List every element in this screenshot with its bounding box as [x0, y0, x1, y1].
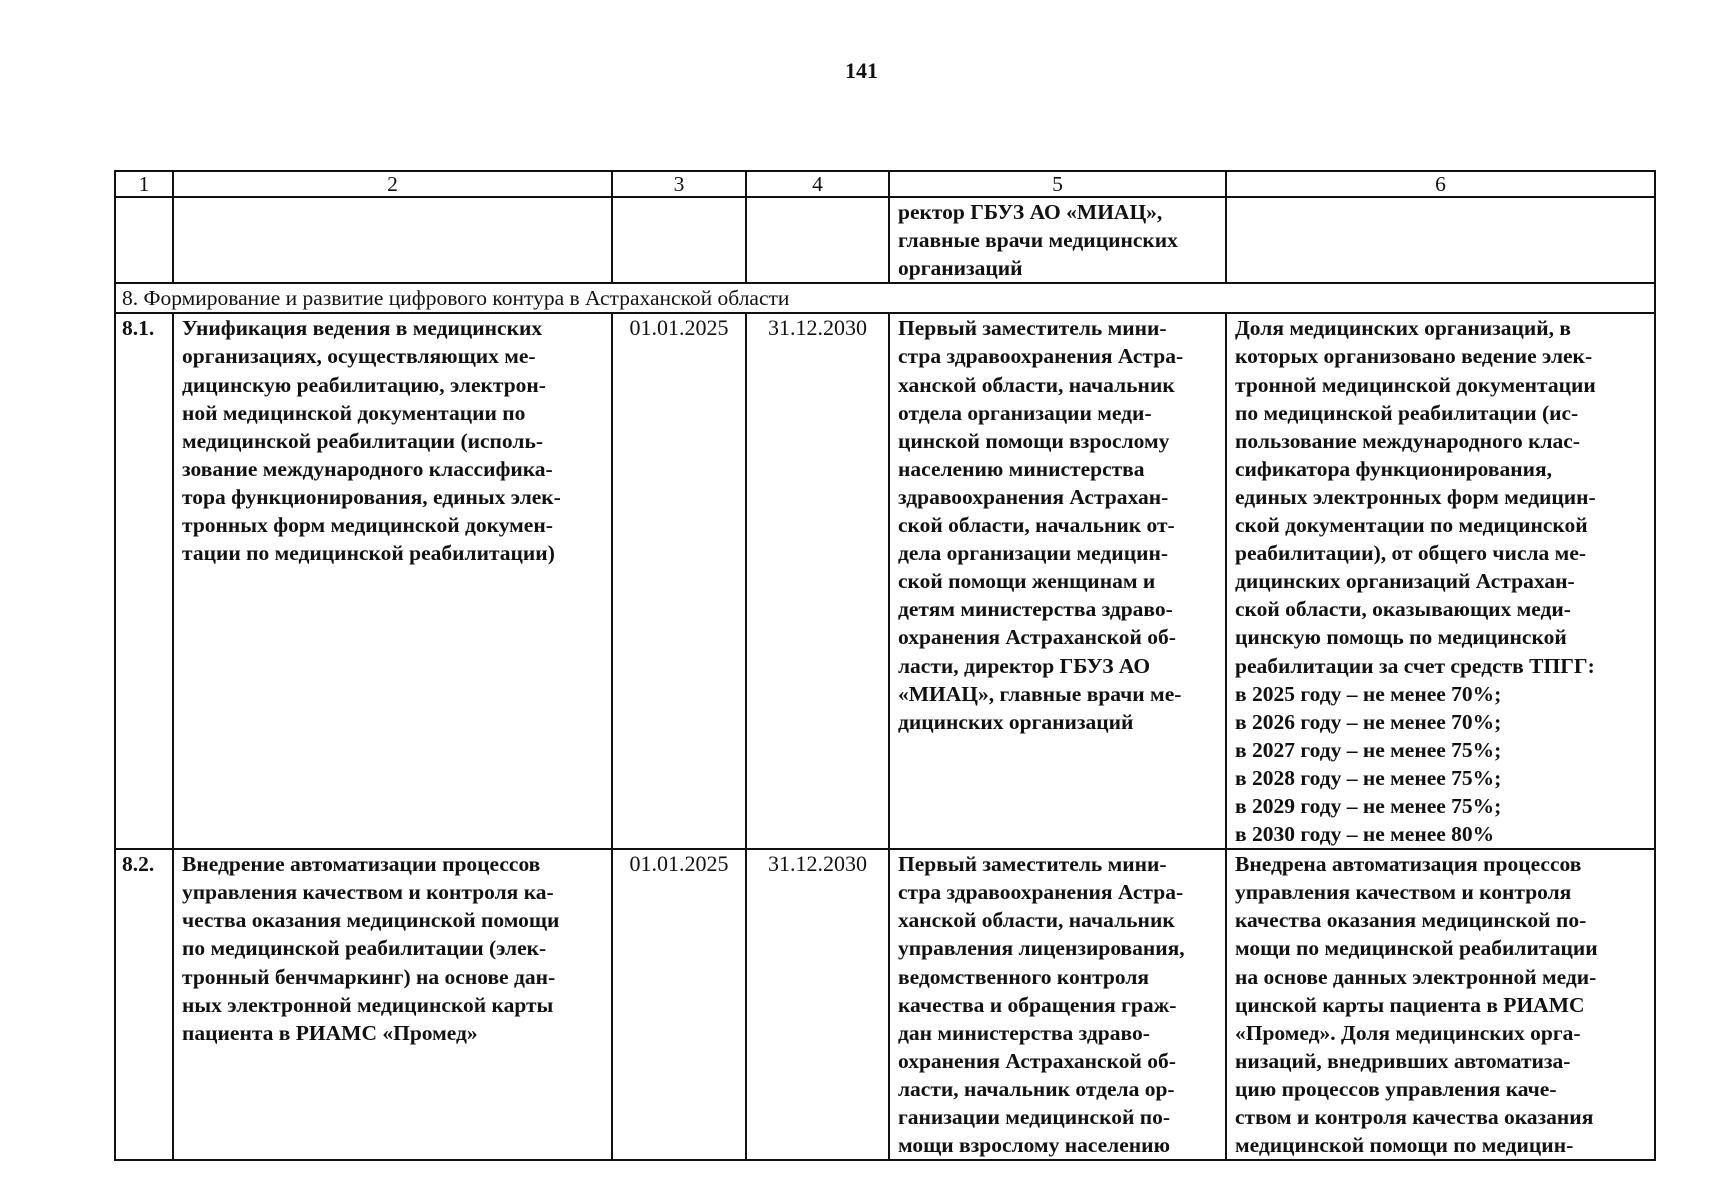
text-line: мощи взрослому населению	[898, 1133, 1170, 1158]
table-row	[115, 849, 1655, 1160]
text-line: цию процессов управления каче-	[1235, 1076, 1557, 1101]
text-line: в 2030 году – не менее 80%	[1235, 822, 1495, 847]
text-line: охранения Астраханской об-	[898, 1048, 1176, 1073]
text-line: тронный бенчмаркинг) на основе дан-	[182, 964, 556, 989]
column-number-3: 3	[612, 171, 746, 197]
text-line: ласти, начальник отдела ор-	[898, 1076, 1175, 1101]
text-line: ведомственного контроля	[898, 964, 1150, 989]
column-number-4: 4	[746, 171, 889, 197]
continuation-measure-cell	[173, 197, 612, 283]
text-line: в 2025 году – не менее 70%;	[1235, 681, 1502, 706]
text-line: детям министерства здраво-	[898, 597, 1173, 622]
text-line: низаций, внедривших автоматиза-	[1235, 1048, 1571, 1073]
text-line: управления качеством и контроля	[1235, 880, 1572, 905]
text-line: Доля медицинских организаций, в	[1235, 316, 1572, 341]
continuation-end-cell	[746, 197, 889, 283]
text-line: ных электронной медицинской карты	[182, 992, 554, 1017]
text-line: чества оказания медицинской помощи	[182, 908, 560, 933]
text-line: ганизации медицинской по-	[898, 1105, 1171, 1129]
text-line: единых электронных форм медицин-	[1235, 484, 1596, 509]
text-line: Внедрена автоматизация процессов	[1235, 852, 1582, 877]
text-line: «МИАЦ», главные врачи ме-	[898, 681, 1182, 706]
continuation-start-cell	[612, 197, 746, 283]
row-number: 8.2.	[115, 849, 173, 1160]
end-date: 31.12.2030	[746, 313, 889, 849]
text-line: цинской карты пациента в РИАМС	[1235, 992, 1585, 1017]
text-line: ной медицинской документации по	[182, 400, 526, 425]
text-line: мощи по медицинской реабилитации	[1235, 936, 1598, 961]
text-line: ством и контроля качества оказания	[1235, 1105, 1594, 1129]
text-line: ской помощи женщинам и	[898, 569, 1156, 594]
text-line: ласти, директор ГБУЗ АО	[898, 653, 1151, 678]
text-line: ской документации по медицинской	[1235, 513, 1588, 538]
end-date: 31.12.2030	[746, 849, 889, 1160]
text-line: главные врачи медицинских	[898, 228, 1178, 253]
result-cell	[1226, 849, 1655, 1160]
text-line: населению министерства	[898, 456, 1145, 481]
text-line: тронных форм медицинской докумен-	[182, 513, 553, 538]
text-line: Первый заместитель мини-	[898, 852, 1167, 877]
text-line: в 2028 году – не менее 75%;	[1235, 765, 1502, 790]
plan-table	[114, 170, 1656, 1161]
text-line: качества и обращения граж-	[898, 992, 1177, 1017]
text-line: охранения Астраханской об-	[898, 625, 1176, 650]
continuation-responsible-cell	[889, 197, 1226, 283]
text-line: тации по медицинской реабилитации)	[182, 541, 555, 566]
responsible-cell	[889, 313, 1226, 849]
text-line: Первый заместитель мини-	[898, 316, 1167, 341]
text-line: тронной медицинской документации	[1235, 372, 1596, 397]
measure-cell	[173, 849, 612, 1160]
table-row	[115, 313, 1655, 849]
text-line: «Промед». Доля медицинских орга-	[1235, 1020, 1581, 1045]
text-line: в 2026 году – не менее 70%;	[1235, 709, 1502, 734]
text-line: реабилитации), от общего числа ме-	[1235, 541, 1587, 566]
text-line: ханской области, начальник	[898, 908, 1175, 933]
continuation-row	[115, 197, 1655, 283]
text-line: пациента в РИАМС «Промед»	[182, 1020, 478, 1045]
text-line: стра здравоохранения Астра-	[898, 880, 1184, 905]
text-line: ректор ГБУЗ АО «МИАЦ»,	[898, 200, 1163, 224]
text-line: цинской помощи взрослому	[898, 428, 1170, 453]
text-line: медицинской помощи по медицин-	[1235, 1133, 1574, 1158]
section-title: 8. Формирование и развитие цифрового контура в Астраханской области	[115, 283, 1655, 313]
text-line: зование международного классифика-	[182, 456, 553, 481]
column-number-5: 5	[889, 171, 1226, 197]
text-line: по медицинской реабилитации (элек-	[182, 936, 547, 961]
text-line: в 2027 году – не менее 75%;	[1235, 737, 1502, 762]
responsible-cell	[889, 849, 1226, 1160]
start-date: 01.01.2025	[612, 313, 746, 849]
text-line: пользование международного клас-	[1235, 428, 1580, 453]
text-line: дела организации медицин-	[898, 541, 1169, 566]
start-date: 01.01.2025	[612, 849, 746, 1160]
column-number-2: 2	[173, 171, 612, 197]
text-line: по медицинской реабилитации (ис-	[1235, 400, 1579, 425]
text-line: ской области, оказывающих меди-	[1235, 597, 1571, 622]
text-line: в 2029 году – не менее 75%;	[1235, 793, 1502, 818]
text-line: Внедрение автоматизации процессов	[182, 852, 541, 877]
text-line: ханской области, начальник	[898, 372, 1175, 397]
text-line: дицинских организаций Астрахан-	[1235, 569, 1575, 594]
text-line: управления лицензирования,	[898, 936, 1185, 961]
section-row	[115, 283, 1655, 313]
text-line: реабилитации за счет средств ТПГГ:	[1235, 653, 1595, 678]
text-line: дицинских организаций	[898, 709, 1134, 734]
page-number: 141	[845, 58, 878, 83]
text-line: управления качеством и контроля ка-	[182, 880, 554, 905]
column-number-row	[115, 171, 1655, 197]
continuation-result-cell	[1226, 197, 1655, 283]
row-number: 8.1.	[115, 313, 173, 849]
column-number-1: 1	[115, 171, 173, 197]
text-line: качества оказания медицинской по-	[1235, 908, 1587, 933]
text-line: организациях, осуществляющих ме-	[182, 344, 536, 369]
measure-cell	[173, 313, 612, 849]
text-line: тора функционирования, единых элек-	[182, 484, 561, 509]
text-line: ской области, начальник от-	[898, 513, 1175, 538]
text-line: отдела организации меди-	[898, 400, 1152, 425]
text-line: организаций	[898, 256, 1023, 281]
continuation-num-cell	[115, 197, 173, 283]
text-line: на основе данных электронной меди-	[1235, 964, 1597, 989]
text-line: медицинской реабилитации (исполь-	[182, 428, 543, 453]
text-line: дицинскую реабилитацию, электрон-	[182, 372, 546, 397]
text-line: сификатора функционирования,	[1235, 456, 1553, 481]
text-line: стра здравоохранения Астра-	[898, 344, 1184, 369]
text-line: цинскую помощь по медицинской	[1235, 625, 1567, 650]
text-line: здравоохранения Астрахан-	[898, 484, 1169, 509]
text-line: Унификация ведения в медицинских	[182, 316, 543, 341]
text-line: которых организовано ведение элек-	[1235, 344, 1593, 369]
column-number-6: 6	[1226, 171, 1655, 197]
result-cell	[1226, 313, 1655, 849]
text-line: дан министерства здраво-	[898, 1020, 1150, 1045]
